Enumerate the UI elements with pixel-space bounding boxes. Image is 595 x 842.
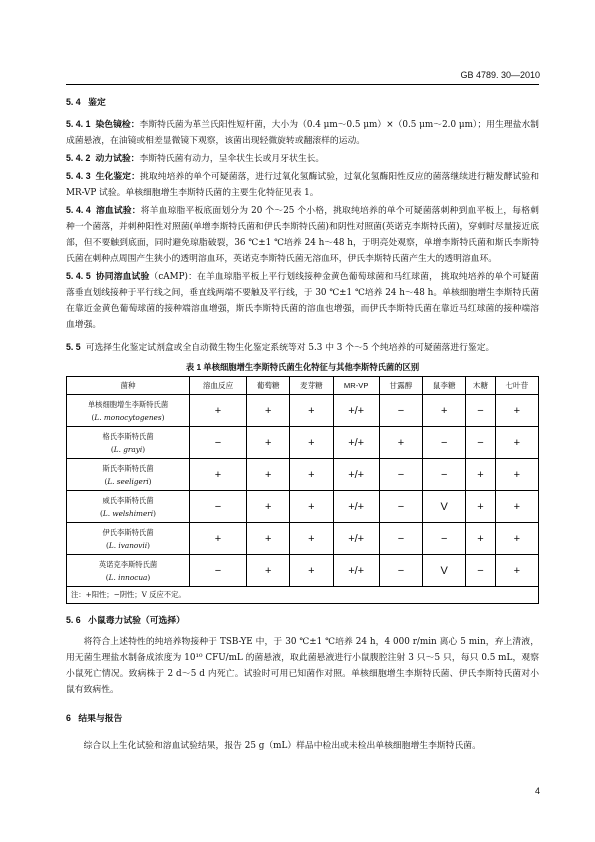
table-cell: V (423, 491, 466, 523)
para-5-5 (66, 339, 539, 356)
para-6: 综合以上生化试验和溶血试验结果，报告 25 g（mL）样品中检出或未检出单核细胞增生李斯特氏菌。 (83, 741, 481, 751)
document-body (66, 92, 539, 754)
table-cell: +/+ (333, 523, 379, 555)
para-5-4-3 (66, 168, 539, 201)
table-cell: − (423, 427, 466, 459)
table-cell: + (247, 427, 290, 459)
clause-text: 可选择生化鉴定试剂盒或全自动微生物生化鉴定系统等对 5.3 中 3 个～5 个纯培养的可疑菌落进行鉴定。 (85, 343, 495, 353)
section-number: 6 (66, 713, 71, 723)
para-5-4-1 (66, 116, 539, 149)
table-cell: + (290, 555, 333, 587)
standard-code: GB 4789. 30—2010 (460, 70, 540, 80)
table-cell: +/+ (333, 491, 379, 523)
table-cell: + (495, 459, 538, 491)
column-header: 菌种 (67, 377, 190, 395)
column-header: 溶血反应 (190, 377, 247, 395)
species-cell: 斯氏李斯特氏菌 (L. seeligeri) (67, 459, 190, 491)
clause-number: 5. 4. 2 (66, 153, 91, 163)
clause-title: 生化鉴定： (95, 171, 141, 181)
table-row (67, 427, 539, 459)
table-row (67, 491, 539, 523)
table-cell: + (495, 523, 538, 555)
table-note-row (67, 587, 539, 604)
table-row (67, 395, 539, 427)
table-cell: + (247, 491, 290, 523)
table-cell: + (290, 395, 333, 427)
clause-text: 李斯特氏菌有动力，呈伞状生长或月牙状生长。 (139, 154, 325, 164)
table-cell: + (466, 459, 495, 491)
biochemical-table (66, 376, 539, 604)
table-cell: + (423, 395, 466, 427)
table-cell: − (190, 555, 247, 587)
table-cell: + (379, 427, 422, 459)
table-cell: + (247, 459, 290, 491)
table-cell: − (190, 491, 247, 523)
table-header-row (67, 377, 539, 395)
table-cell: + (247, 395, 290, 427)
species-latin: L. seeligeri (107, 476, 149, 486)
clause-number: 5. 4. 3 (66, 171, 91, 181)
section-title: 鉴定 (88, 97, 106, 107)
table-cell: + (290, 459, 333, 491)
section-number: 5. 4 (66, 97, 81, 107)
section-5-6-heading (66, 612, 539, 628)
table-cell: − (423, 459, 466, 491)
table-cell: − (466, 555, 495, 587)
table-cell: + (290, 491, 333, 523)
table-cell: + (190, 459, 247, 491)
table-cell: + (290, 427, 333, 459)
table-row (67, 523, 539, 555)
column-header: 鼠李糖 (423, 377, 466, 395)
table-note: 注：+阳性；−阴性；V 反应不定。 (67, 587, 539, 604)
table-cell: + (495, 491, 538, 523)
species-latin: L. monocytogenes (94, 412, 162, 422)
column-header: 木糖 (466, 377, 495, 395)
column-header: 七叶苷 (495, 377, 538, 395)
table-row (67, 459, 539, 491)
table-row (67, 555, 539, 587)
table-cell: +/+ (333, 427, 379, 459)
table-cell: − (466, 395, 495, 427)
section-6-heading (66, 710, 539, 726)
clause-text: 李斯特氏菌为革兰氏阳性短杆菌，大小为（0.4 μm～0.5 μm）×（0.5 μm～2.0 μm）；用生理盐水制成菌悬液，在油镜或相差显微镜下观察，该菌出现轻微旋转或翻滚样的运动。 (66, 120, 539, 146)
species-name: 英诺克李斯特氏菌 (98, 559, 158, 569)
clause-title: 协同溶血试验 (95, 271, 150, 281)
species-name: 伊氏李斯特氏菌 (102, 527, 154, 537)
clause-text: 将羊血琼脂平板底面划分为 20 个～25 个小格，挑取纯培养的单个可疑菌落刺种到血平板上，每格刺种一个菌落，并刺种阳性对照菌(单增李斯特氏菌和伊氏李斯特氏菌)和阴性对照菌(英诺克李斯特氏菌)，穿刺时尽量接近底部，但不要触到底面，同时避免琼脂破裂，36 ℃±1 ℃培养 24 h～48 h，于明亮处观察，单增李斯特氏菌和斯氏李斯特氏菌在刺种点周围产生狭小的透明溶血环，英诺克李斯特氏菌无溶血环，伊氏李斯特氏菌产生大的透明溶血环。 (66, 206, 539, 264)
table-cell: +/+ (333, 555, 379, 587)
page-number: 4 (534, 786, 540, 796)
section-number: 5. 6 (66, 615, 81, 625)
column-header: 甘露醇 (379, 377, 422, 395)
section-title: 小鼠毒力试验（可选择） (88, 615, 185, 625)
species-cell: 英诺克李斯特氏菌 (L. innocua) (67, 555, 190, 587)
clause-title: 溶血试验： (95, 205, 141, 215)
clause-number: 5. 4. 1 (66, 119, 91, 129)
column-header: MR-VP (333, 377, 379, 395)
clause-number: 5. 5 (66, 342, 81, 352)
table-cell: +/+ (333, 395, 379, 427)
table-cell: + (466, 491, 495, 523)
section-title: 结果与报告 (78, 713, 123, 723)
table-cell: + (247, 523, 290, 555)
species-cell: 格氏李斯特氏菌 (L. grayi) (67, 427, 190, 459)
table-cell: +/+ (333, 459, 379, 491)
species-name: 单核细胞增生李斯特氏菌 (87, 399, 169, 409)
table-cell: + (247, 555, 290, 587)
species-latin: L. grayi (113, 444, 143, 454)
para-5-4-2 (66, 150, 539, 167)
table-cell: − (379, 555, 422, 587)
table-cell: − (379, 459, 422, 491)
table-cell: + (495, 395, 538, 427)
header-rule (66, 84, 539, 85)
table-cell: + (495, 555, 538, 587)
species-cell: 伊氏李斯特氏菌 (L. ivanovii) (67, 523, 190, 555)
table-cell: + (495, 427, 538, 459)
species-latin: L. welshimeri (102, 508, 154, 518)
column-header: 葡萄糖 (247, 377, 290, 395)
table-cell: + (466, 523, 495, 555)
table-cell: + (190, 523, 247, 555)
species-latin: L. innocua (108, 572, 148, 582)
table-title: 表 1 单核细胞增生李斯特氏菌生化特征与其他李斯特氏菌的区别 (185, 362, 420, 372)
clause-text: （cAMP)：在羊血琼脂平板上平行划线接种金黄色葡萄球菌和马红球菌， 挑取纯培养的单个可疑菌落垂直划线接种于平行线之间，垂直线两端不要触及平行线，于 30 ℃±1 ℃培养 24 h～48 h。单核细胞增生李斯特氏菌在靠近金黄色葡萄球菌的接种端溶血增强，斯氏李斯特氏菌的溶血也增强，而伊氏李斯特氏菌在靠近马红球菌的接种端溶血增强。 (66, 272, 539, 330)
table-cell: − (423, 523, 466, 555)
species-latin: L. ivanovii (108, 540, 148, 550)
clause-number: 5. 4. 4 (66, 205, 91, 215)
para-5-4-4 (66, 202, 539, 267)
species-cell: 威氏李斯特氏菌 (L. welshimeri) (67, 491, 190, 523)
table-cell: − (379, 491, 422, 523)
clause-title: 染色镜检： (95, 119, 140, 129)
para-5-6: 将符合上述特性的纯培养物接种于 TSB-YE 中，于 30 ℃±1 ℃培养 24 h，4 000 r/min 离心 5 min，弃上清液，用无菌生理盐水制备成浓度为 10¹⁰ CFU/mL 的菌悬液，取此菌悬液进行小鼠腹腔注射 3 只～5 只，每只 0.5 mL，观察小鼠死亡情况。致病株于 2 d～5 d 内死亡。试验时可用已知菌作对照。单核细胞增生李斯特氏菌、伊氏李斯特氏菌对小鼠有致病性。 (66, 637, 539, 695)
table-cell: − (379, 523, 422, 555)
species-name: 威氏李斯特氏菌 (102, 495, 154, 505)
clause-title: 动力试验： (95, 153, 140, 163)
para-5-4-5 (66, 268, 539, 333)
table-cell: − (379, 395, 422, 427)
table-cell: V (423, 555, 466, 587)
species-name: 斯氏李斯特氏菌 (102, 463, 154, 473)
column-header: 麦芽糖 (290, 377, 333, 395)
section-5-4-heading (66, 94, 539, 110)
table-cell: − (466, 427, 495, 459)
clause-text: 挑取纯培养的单个可疑菌落，进行过氧化氢酶试验，过氧化氢酶阳性反应的菌落继续进行糖发酵试验和 MR-VP 试验。单核细胞增生李斯特氏菌的主要生化特征见表 1。 (66, 172, 539, 198)
table-cell: + (190, 395, 247, 427)
table-cell: + (290, 523, 333, 555)
table-cell: − (190, 427, 247, 459)
species-name: 格氏李斯特氏菌 (102, 431, 154, 441)
species-cell: 单核细胞增生李斯特氏菌 (L. monocytogenes) (67, 395, 190, 427)
clause-number: 5. 4. 5 (66, 271, 91, 281)
